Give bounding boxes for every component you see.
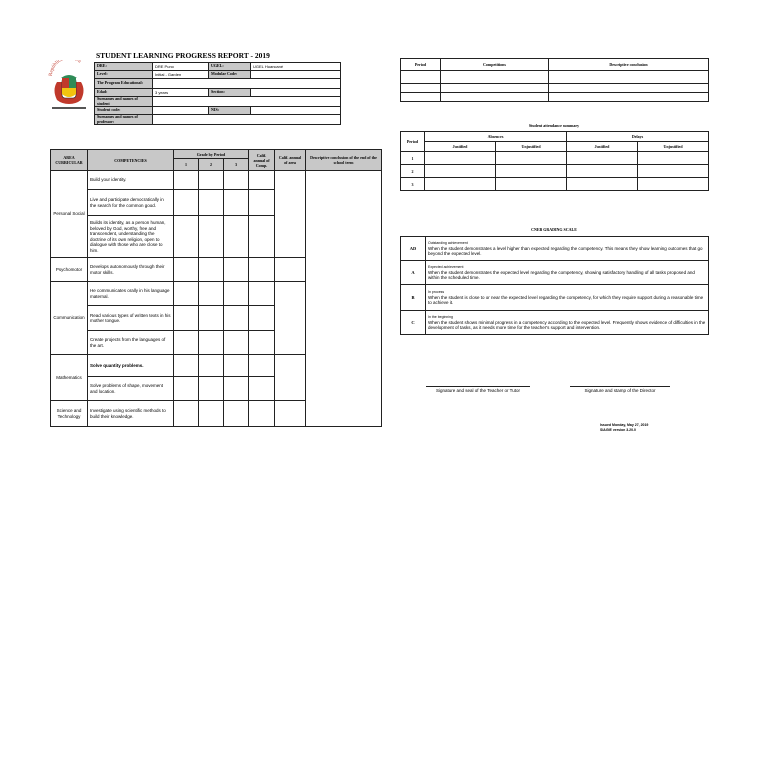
annual-area-cell[interactable] (275, 258, 306, 282)
grade-cell[interactable] (224, 355, 249, 377)
table-row (51, 171, 382, 190)
grade-cell[interactable] (199, 355, 224, 377)
ugel-label: UGEL: (209, 63, 251, 71)
grade-cell[interactable] (224, 171, 249, 190)
age-label: Edad: (95, 89, 153, 97)
teacher-names-label: Surnames and names of professor: (95, 115, 153, 125)
student-info-table (94, 62, 341, 125)
delays-unjustified-header: Unjustified (638, 142, 709, 152)
table-row (401, 311, 709, 335)
competency-cell: Create projects from the languages of the art. (88, 331, 174, 355)
attendance-title: Student attendance summary (528, 123, 580, 128)
age-value[interactable]: 3 years (153, 89, 209, 97)
annual-comp-cell[interactable] (249, 190, 275, 216)
annual-comp-cell[interactable] (249, 171, 275, 190)
annual-comp-cell[interactable] (249, 306, 275, 331)
attendance-period-cell: 1 (401, 152, 425, 165)
footer-version: SIAGIE version 3.20.0 (600, 428, 636, 432)
grade-description (426, 311, 709, 335)
attendance-cell[interactable] (567, 178, 638, 191)
grade-cell[interactable] (224, 282, 249, 306)
grade-cell[interactable] (174, 216, 199, 258)
comp-descriptive-header: Descriptive conclusion (549, 59, 709, 71)
competitions-table (400, 58, 709, 102)
annual-comp-header: Calif. annual of Comp. (249, 150, 275, 171)
svg-text:República del Perú (49, 60, 82, 76)
grade-cell[interactable] (224, 331, 249, 355)
attendance-cell[interactable] (496, 165, 567, 178)
competition-cell[interactable] (441, 84, 549, 93)
grade-cell[interactable] (174, 355, 199, 377)
modular-code-value[interactable] (251, 71, 341, 79)
area-psychomotor: Psychomotor (51, 258, 88, 282)
annual-area-cell[interactable] (275, 282, 306, 355)
director-signature-label: Signature and stamp of the Director (584, 388, 656, 393)
student-names-value[interactable] (153, 97, 341, 107)
level-value[interactable]: Initial - Garden (153, 71, 209, 79)
annual-comp-cell[interactable] (249, 401, 275, 427)
annual-area-cell[interactable] (275, 171, 306, 258)
program-label: The Program Educational: (95, 79, 153, 89)
descriptive-conclusion-cell[interactable] (306, 171, 382, 427)
absences-justified-header: Justified (425, 142, 496, 152)
nis-value[interactable] (251, 107, 341, 115)
competencies-table (50, 149, 382, 427)
competency-cell: Build your identity. (88, 171, 174, 190)
annual-area-header: Calif. annual of area (275, 150, 306, 171)
comp-period-cell[interactable] (401, 71, 441, 84)
grade-text: When the student is close to or near the expected level regarding the competency, for which they require support during a reasonable time to achieve it. (428, 294, 704, 305)
period-2-header: 2 (199, 159, 224, 171)
competencies-header: COMPETENCIES (88, 150, 174, 171)
grade-cell[interactable] (224, 306, 249, 331)
grade-cell[interactable] (199, 401, 224, 427)
attendance-cell[interactable] (638, 178, 709, 191)
program-value[interactable] (153, 79, 341, 89)
grade-cell[interactable] (199, 377, 224, 401)
descriptive-header: Descriptive conclusion of the end of the school term (306, 150, 382, 171)
grade-cell[interactable] (199, 216, 224, 258)
competency-cell: Develops autonomously through their motor skills. (88, 258, 174, 282)
grade-cell[interactable] (199, 171, 224, 190)
annual-comp-cell[interactable] (249, 377, 275, 401)
grade-cell[interactable] (174, 331, 199, 355)
area-personal-social: Personal Social (51, 171, 88, 258)
attendance-cell[interactable] (425, 152, 496, 165)
peru-coat-of-arms-icon (48, 60, 90, 112)
grade-label: In the beginning (428, 314, 453, 319)
grading-scale-table (400, 236, 709, 335)
period-1-header: 1 (174, 159, 199, 171)
grade-description (426, 261, 709, 285)
grade-cell[interactable] (224, 401, 249, 427)
annual-comp-cell[interactable] (249, 258, 275, 282)
logo-arc-text: República rú (48, 60, 82, 77)
competency-cell: Solve quantity problems. (88, 355, 174, 377)
grade-cell[interactable] (199, 306, 224, 331)
grade-cell[interactable] (174, 171, 199, 190)
comp-descriptive-cell[interactable] (549, 84, 709, 93)
grade-by-period-header: Grade by Period (174, 150, 249, 159)
competency-cell: Investigate using scientific methods to build their knowledge. (88, 401, 174, 427)
teacher-signature-line (426, 386, 530, 387)
grade-b: B (401, 285, 426, 311)
area-header: AREA CURRICULAR (51, 150, 88, 171)
footer (600, 423, 700, 433)
grade-cell[interactable] (199, 190, 224, 216)
attendance-cell[interactable] (638, 152, 709, 165)
comp-descriptive-cell[interactable] (549, 71, 709, 84)
attendance-cell[interactable] (567, 165, 638, 178)
annual-comp-cell[interactable] (249, 216, 275, 258)
attendance-cell[interactable] (425, 165, 496, 178)
ugel-value[interactable]: UGEL Huancané (251, 63, 341, 71)
attendance-table (400, 131, 709, 191)
competitions-header: Competitions (441, 59, 549, 71)
competition-cell[interactable] (441, 71, 549, 84)
attendance-cell[interactable] (567, 152, 638, 165)
grade-text: When the student demonstrates the expected level regarding the competency, showing satisfactory handling of all tasks proposed and within the scheduled time. (428, 269, 695, 280)
dre-label: DRE: (95, 63, 153, 71)
grade-text: When the student demonstrates a level higher than expected regarding the competency. This means they show learning outcomes that go beyond the expected level. (428, 245, 703, 256)
director-signature-line (570, 386, 670, 387)
grade-cell[interactable] (174, 258, 199, 282)
logo (48, 60, 90, 112)
section-label: Section: (209, 89, 251, 97)
grade-description (426, 285, 709, 311)
attendance-cell[interactable] (638, 165, 709, 178)
area-communication: Communication (51, 282, 88, 355)
comp-descriptive-cell[interactable] (549, 93, 709, 102)
grade-cell[interactable] (174, 190, 199, 216)
table-row (401, 237, 709, 261)
area-mathematics: Mathematics (51, 355, 88, 401)
attendance-period-header: Period (401, 132, 425, 152)
annual-comp-cell[interactable] (249, 331, 275, 355)
annual-area-cell[interactable] (275, 401, 306, 427)
attendance-cell[interactable] (425, 178, 496, 191)
table-row (401, 84, 709, 93)
modular-code-label: Modular Code: (209, 71, 251, 79)
comp-period-cell[interactable] (401, 93, 441, 102)
grade-text: When the student shows minimal progress in a competency according to the expected level. Frequently shows evidence of difficulties in the development of tasks, as it needs more time for the teacher's support and intervention. (428, 319, 706, 330)
attendance-period-cell: 2 (401, 165, 425, 178)
grade-cell[interactable] (174, 282, 199, 306)
dre-value[interactable]: DRE Puno (153, 63, 209, 71)
grade-a: A (401, 261, 426, 285)
grade-cell[interactable] (199, 282, 224, 306)
annual-comp-cell[interactable] (249, 355, 275, 377)
teacher-signature-label: Signature and seal of the Teacher or Tutor (436, 388, 520, 393)
attendance-period-cell: 3 (401, 178, 425, 191)
area-science-technology: Science and Technology (51, 401, 88, 427)
student-code-value[interactable] (153, 107, 209, 115)
absences-header: Absences (425, 132, 567, 142)
competency-cell: Read various types of written texts in his mother tongue. (88, 306, 174, 331)
footer-issued: Issued Monday, May 27, 2019 (600, 423, 649, 427)
table-row (401, 71, 709, 84)
grade-cell[interactable] (224, 216, 249, 258)
grade-cell[interactable] (224, 190, 249, 216)
teacher-names-value[interactable] (153, 115, 341, 125)
comp-period-cell[interactable] (401, 84, 441, 93)
report-title: STUDENT LEARNING PROGRESS REPORT - 2019 (96, 51, 270, 60)
delays-header: Delays (567, 132, 709, 142)
grade-description (426, 237, 709, 261)
grade-cell[interactable] (174, 401, 199, 427)
grade-cell[interactable] (199, 331, 224, 355)
attendance-cell[interactable] (496, 178, 567, 191)
annual-area-cell[interactable] (275, 355, 306, 401)
student-code-label: Student code: (95, 107, 153, 115)
nis-label: NIS: (209, 107, 251, 115)
table-row (401, 152, 709, 165)
grading-scale-title: CNEB GRADING SCALE (531, 227, 577, 232)
grade-c: C (401, 311, 426, 335)
period-3-header: 3 (224, 159, 249, 171)
table-row (401, 165, 709, 178)
competency-cell: Solve problems of shape, movement and location. (88, 377, 174, 401)
grade-cell[interactable] (174, 306, 199, 331)
competency-cell: Builds its identity, as a person human, beloved by God, worthy, free and transcendent, understanding the doctrine of its own religion, open to dialogue with those who are close to him. (88, 216, 174, 258)
attendance-cell[interactable] (496, 152, 567, 165)
level-label: Level: (95, 71, 153, 79)
delays-justified-header: Justified (567, 142, 638, 152)
table-row (401, 261, 709, 285)
comp-period-header: Period (401, 59, 441, 71)
grade-label: Outstanding achievement (428, 240, 468, 245)
table-row (401, 285, 709, 311)
grade-cell[interactable] (224, 377, 249, 401)
grade-ad: AD (401, 237, 426, 261)
table-row (401, 93, 709, 102)
annual-comp-cell[interactable] (249, 282, 275, 306)
grade-cell[interactable] (174, 377, 199, 401)
grade-label: Expected achievement (428, 264, 464, 269)
absences-unjustified-header: Unjustified (496, 142, 567, 152)
competency-cell: He communicates orally in his language maternal. (88, 282, 174, 306)
competition-cell[interactable] (441, 93, 549, 102)
competency-cell: Live and participate democratically in the search for the common good. (88, 190, 174, 216)
section-value[interactable] (251, 89, 341, 97)
grade-label: In process (428, 289, 445, 294)
table-row (401, 178, 709, 191)
student-names-label: Surnames and names of student (95, 97, 153, 107)
grade-cell[interactable] (224, 258, 249, 282)
grade-cell[interactable] (199, 258, 224, 282)
